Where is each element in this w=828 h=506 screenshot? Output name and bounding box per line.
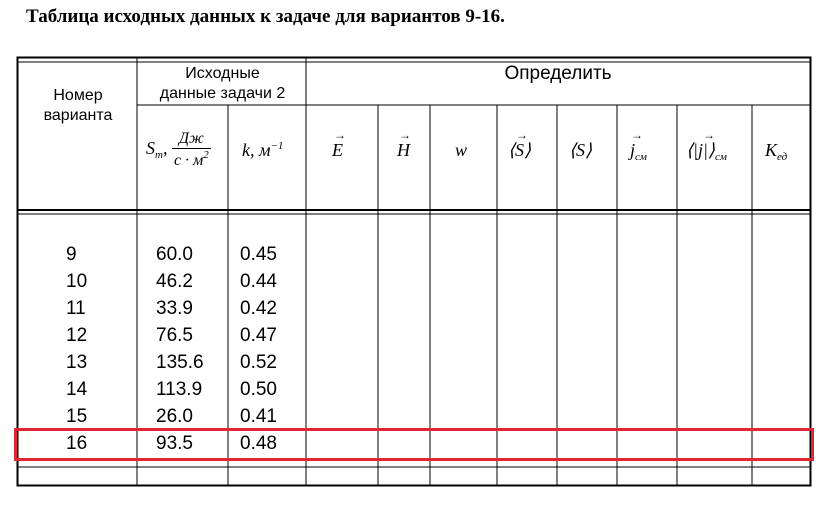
s-arrow-icon: → <box>516 128 528 142</box>
k-cell: 0.50 <box>240 379 277 400</box>
determine-header: Определить <box>504 63 612 84</box>
variant-cell: 13 <box>66 352 88 373</box>
input-group-line1: Исходные <box>185 65 260 82</box>
k-ed-header <box>765 140 787 163</box>
variant-header-line2: варианта <box>43 107 113 124</box>
h-label: H <box>397 140 410 160</box>
k-sup: −1 <box>270 140 284 152</box>
s-cell: 33.9 <box>156 298 193 319</box>
k-cell: 0.47 <box>240 325 277 346</box>
variant-header-line1: Номер <box>53 87 103 104</box>
s-cell: 26.0 <box>156 406 193 427</box>
j-abs-label: ⟨|j|⟩ <box>686 140 715 160</box>
j-sub: см <box>635 151 647 163</box>
variant-cell: 15 <box>66 406 88 427</box>
input-group-header <box>140 64 305 104</box>
s-avg-header: ⟨S⟩ <box>569 140 593 160</box>
s-cell: 60.0 <box>156 244 193 265</box>
k-cell: 0.48 <box>240 433 277 454</box>
k-header <box>242 140 283 161</box>
k-label: k, м <box>242 140 271 160</box>
k-cell: 0.41 <box>240 406 277 427</box>
variant-cell: 12 <box>66 325 88 346</box>
variant-cell: 16 <box>66 433 88 454</box>
h-vector-header <box>397 140 410 161</box>
e-label: E <box>332 140 343 160</box>
variant-cell: 9 <box>66 244 77 265</box>
sm-symbol: S <box>146 138 155 159</box>
j-abs-avg-header <box>686 140 727 163</box>
h-arrow-icon: → <box>399 128 411 142</box>
variant-cell: 14 <box>66 379 88 400</box>
sm-den-sup: 2 <box>203 149 209 161</box>
s-cell: 93.5 <box>156 433 193 454</box>
sm-units-num: Дж <box>172 130 211 149</box>
j-label: j <box>630 140 636 160</box>
k-cell: 0.42 <box>240 298 277 319</box>
s-cell: 46.2 <box>156 271 193 292</box>
k-ed-label: K <box>765 140 778 160</box>
sm-sub: m <box>155 149 163 162</box>
j-abs-sub: см <box>714 151 727 163</box>
j-header <box>630 140 647 163</box>
sm-header: $S_m$, $\frac{Дж}{c \cdot м^2}$ <box>146 130 209 169</box>
sm-units <box>172 130 211 170</box>
w-header: w <box>455 140 468 160</box>
k-cell: 0.52 <box>240 352 277 373</box>
k-cell: 0.44 <box>240 271 277 292</box>
s-cell: 135.6 <box>156 352 204 373</box>
page-title: Таблица исходных данных к задаче для вариантов 9-16. <box>26 6 505 27</box>
s-cell: 113.9 <box>156 379 203 400</box>
s-cell: 76.5 <box>156 325 193 346</box>
k-cell: 0.45 <box>240 244 277 265</box>
highlight-row-box <box>14 428 814 461</box>
j-abs-arrow-icon: → <box>703 128 715 142</box>
sm-den-text: c · м <box>173 152 204 169</box>
variant-cell: 10 <box>66 271 88 292</box>
j-arrow-icon: → <box>631 128 643 142</box>
k-ed-sub: ед <box>777 151 788 163</box>
e-vector-header <box>332 140 343 161</box>
e-arrow-icon: → <box>334 128 346 142</box>
variant-cell: 11 <box>66 298 86 319</box>
variant-header <box>28 86 128 126</box>
s-vector-avg-header: ⟨S⟩ <box>508 140 532 160</box>
sm-units-den <box>172 149 211 170</box>
input-group-line2: данные задачи 2 <box>159 85 286 102</box>
